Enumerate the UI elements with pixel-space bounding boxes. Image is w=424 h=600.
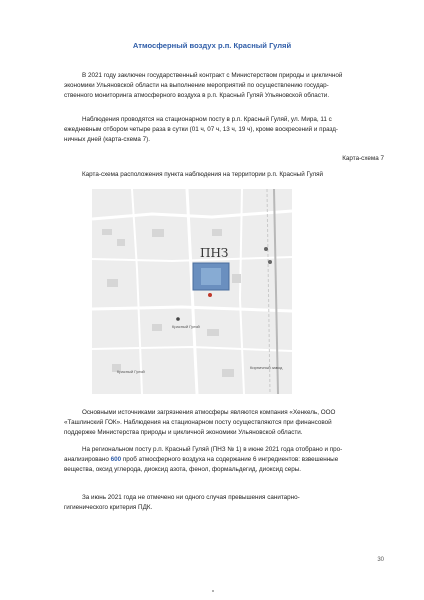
paragraph-samples [64,445,384,476]
sample-count: 600 [110,456,122,464]
text-span: анализировано [64,456,111,464]
station-label: ПНЗ [200,246,229,260]
paragraph-conclusion [64,493,384,513]
decorative-dot [212,590,214,592]
map-label: Красный Гуляй [172,324,200,329]
text-line: «Ташлинский ГОК». Наблюдения на стационарном посту осуществляются при финансовой [64,419,332,427]
text-span: проб атмосферного воздуха на содержание 6 ингредиентов: взвешенные [121,456,339,464]
text-line: экономики Ульяновской области на выполнение мероприятий по осуществлению государ- [64,82,329,90]
text-line: Наблюдения проводятся на стационарном посту в р.п. Красный Гуляй, ул. Мира, 11 с [82,116,332,123]
text-line: В 2021 году заключен государственный контракт с Министерством природы и цикличной [82,72,343,79]
text-line: ничных дней (карта-схема 7). [64,136,151,144]
page-number: 30 [377,557,384,563]
text-line [64,455,384,465]
text-line: гигиенического критерия ПДК. [64,504,153,512]
text-line: ежедневным отбором четыре раза в сутки (01 ч, 07 ч, 13 ч, 19 ч), кроме воскресений и празд- [64,126,339,134]
map-reference: Карта-схема 7 [342,155,384,162]
page-title: Атмосферный воздух р.п. Красный Гуляй [132,41,292,50]
text-line: За июнь 2021 года не отмечено ни одного случая превышения санитарно- [82,494,300,501]
map-image [92,189,292,394]
paragraph-sources [64,408,384,439]
text-line: Основными источниками загрязнения атмосферы являются компания «Хенкель, ООО [82,409,336,416]
map-label: Кирпичный завод [250,365,283,370]
text-line: На региональном посту р.п. Красный Гуляй (ПНЗ № 1) в июне 2021 года отобрано и про- [82,446,343,453]
text-line: ственного мониторинга атмосферного воздуха в р.п. Красный Гуляй Ульяновской области. [64,92,330,100]
paragraph-contract [64,71,384,102]
paragraph-observations [64,115,384,146]
map-graphic [92,189,292,394]
text-line: поддержке Министерства природы и цикличной экономики Ульяновской области. [64,429,303,437]
map-label: Красный Гуляй [117,369,145,374]
text-line: вещества, оксид углерода, диоксид азота, фенол, формальдегид, диоксид серы. [64,466,302,474]
map-caption: Карта-схема расположения пункта наблюдения на территории р.п. Красный Гуляй [82,171,324,178]
